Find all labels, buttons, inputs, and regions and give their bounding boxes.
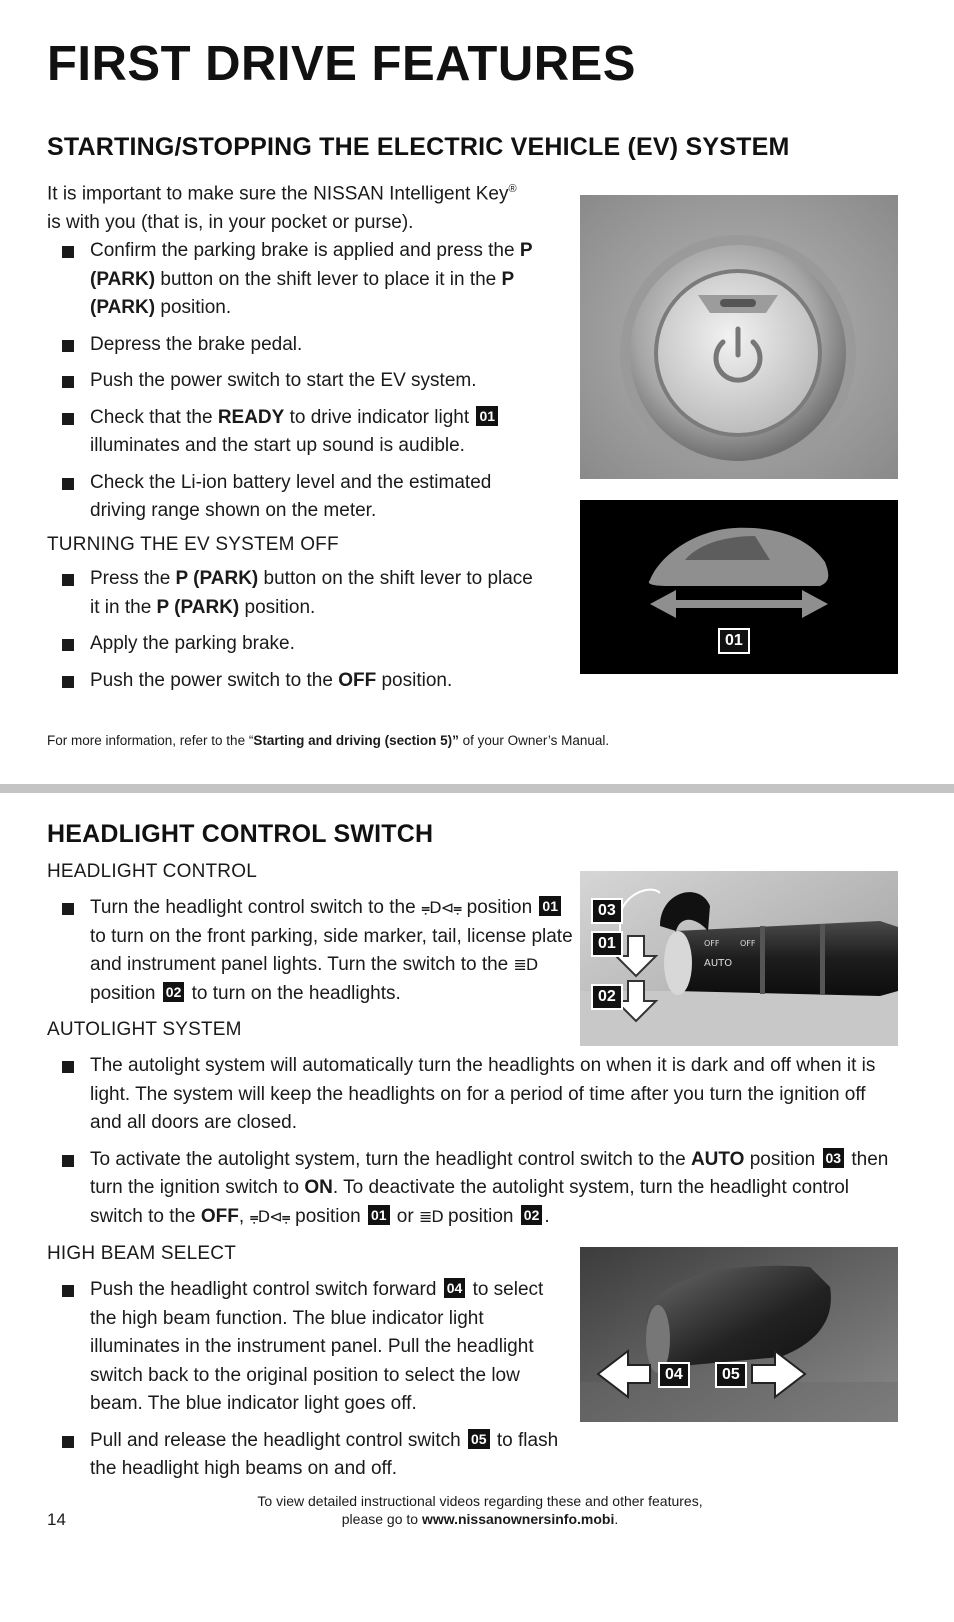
off-label: OFF [704,939,720,948]
auto-label: AUTO [704,958,733,969]
ev-off-subheading: TURNING THE EV SYSTEM OFF [47,534,339,555]
callout-badge: 01 [368,1205,390,1225]
high-beam-photo [580,1247,898,1422]
list-item: Turn the headlight control switch to the ⩦D⊲⩦ position 01 to turn on the front parking, side marker, tail, license plate and instrument panel lights. Turn the switch to the ≣D position 02 to turn on the headlights. [47,894,577,1008]
power-switch-photo [580,195,898,479]
high-beam-subheading: HIGH BEAM SELECT [47,1243,237,1264]
auto-position-badge: 03 [591,898,623,924]
ev-section-heading: STARTING/STOPPING THE ELECTRIC VEHICLE (EV) SYSTEM [47,133,790,161]
headlight-section-heading: HEADLIGHT CONTROL SWITCH [47,820,434,848]
headlight-position-badge: 02 [591,984,623,1010]
headlight-control-list [47,894,577,1016]
fog-off-label: OFF [740,939,756,948]
section-divider [0,784,954,793]
owner-manual-note: For more information, refer to the “Starting and driving (section 5)” of your Owner’s Manual. [47,733,610,748]
list-item: Apply the parking brake. [47,630,547,659]
headlights-icon: ≣D [418,1206,443,1226]
page-number: 14 [47,1510,66,1529]
callout-badge: 01 [476,406,498,426]
callout-badge: 05 [468,1429,490,1449]
list-item: Press the P (PARK) button on the shift lever to place it in the P (PARK) position. [47,565,547,622]
list-item: Depress the brake pedal. [47,331,547,360]
ready-indicator-badge: 01 [718,628,750,654]
callout-badge: 03 [823,1148,845,1168]
footer-note: To view detailed instructional videos regarding these and other features, please go to www.nissanownersinfo.mobi. [257,1493,703,1527]
list-item: Push the power switch to start the EV system. [47,367,547,396]
website-link[interactable]: www.nissanownersinfo.mobi [421,1511,615,1527]
push-forward-badge: 04 [658,1362,690,1388]
callout-badge: 01 [539,896,561,916]
callout-badge: 04 [444,1278,466,1298]
list-item: Confirm the parking brake is applied and press the P (PARK) button on the shift lever to place it in the P (PARK) position. [47,237,547,323]
headlight-control-subheading: HEADLIGHT CONTROL [47,861,257,882]
callout-badge: 02 [521,1205,543,1225]
headlights-icon: ≣D [513,955,538,974]
parking-lights-icon: ⩦D⊲⩦ [249,1206,290,1226]
list-item: Check the Li-ion battery level and the estimated driving range shown on the meter. [47,469,547,526]
ev-off-list [47,565,547,703]
list-item: Push the headlight control switch forward 04 to select the high beam function. The blue indicator light illuminates in the instrument panel. Pull the headlight switch back to the original position to select the low beam. The blue indicator light goes off. [47,1276,572,1419]
list-item: Pull and release the headlight control switch 05 to flash the headlight high beams on and off. [47,1427,572,1484]
parking-position-badge: 01 [591,931,623,957]
ev-intro: It is important to make sure the NISSAN Intelligent Key® is with you (that is, in your pocket or purse). [47,183,517,233]
callout-badge: 02 [163,982,185,1002]
headlight-switch-photo [580,871,898,1046]
ev-start-list [47,237,547,534]
parking-lights-icon: ⩦D⊲⩦ [420,898,462,917]
list-item: To activate the autolight system, turn the headlight control switch to the AUTO position 03 then turn the ignition switch to ON. To deactivate the autolight system, turn the headlight control switch to the OFF, ⩦D⊲⩦ position 01 or ≣D position 02 . [47,1146,897,1232]
high-beam-list [47,1276,572,1492]
pull-back-badge: 05 [715,1362,747,1388]
ready-indicator-photo [580,500,898,674]
list-item: The autolight system will automatically turn the headlights on when it is dark and off when it is light. The system will keep the headlights on for a period of time after you turn the ignition off and all doors are closed. [47,1052,897,1138]
page-title: FIRST DRIVE FEATURES [47,37,636,91]
list-item: Push the power switch to the OFF position. [47,667,547,696]
autolight-list [47,1052,897,1239]
list-item: Check that the READY to drive indicator light 01 illuminates and the start up sound is audible. [47,404,547,461]
autolight-subheading: AUTOLIGHT SYSTEM [47,1019,242,1040]
